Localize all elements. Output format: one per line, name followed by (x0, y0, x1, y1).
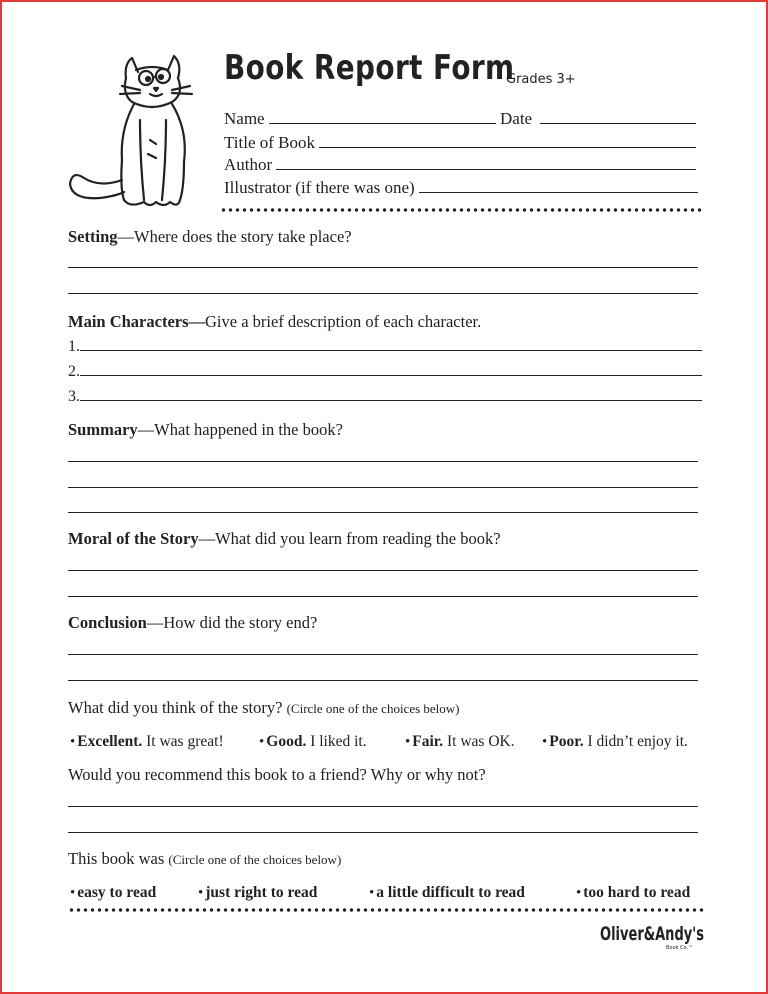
name-field[interactable] (224, 108, 496, 129)
recommend-line-2[interactable] (68, 832, 698, 833)
difficulty-question (68, 849, 341, 869)
difficulty-choice-just-right[interactable] (198, 884, 317, 902)
difficulty-choice-easy[interactable] (70, 884, 156, 902)
opinion-choice-fair[interactable] (405, 733, 515, 751)
opinion-choice-text: I didn’t enjoy it. (587, 733, 688, 750)
recommend-prompt: Would you recommend this book to a friend? Why or why not? (68, 765, 486, 784)
opinion-choice-bold: Good. (266, 733, 307, 750)
date-label: Date (500, 109, 533, 128)
characters-label: Main Characters— (68, 312, 206, 331)
date-line[interactable] (540, 108, 696, 124)
summary-prompt: —What happened in the book? (137, 420, 343, 439)
recommend-question (68, 765, 486, 785)
character-blank-3[interactable] (80, 386, 702, 401)
setting-question (68, 227, 352, 247)
difficulty-choice-little-difficult[interactable] (369, 884, 525, 902)
name-label: Name (224, 109, 265, 128)
character-number-2: 2. (68, 363, 80, 380)
difficulty-prompt: This book was (68, 849, 165, 868)
illustrator-line[interactable] (419, 177, 698, 193)
characters-prompt: Give a brief description of each character. (205, 312, 482, 331)
character-line-1[interactable] (68, 336, 702, 356)
conclusion-label: Conclusion (68, 613, 147, 632)
author-field[interactable] (224, 154, 696, 175)
author-line[interactable] (276, 154, 696, 170)
moral-line-2[interactable] (68, 596, 698, 597)
character-number-1: 1. (68, 338, 80, 355)
conclusion-line-2[interactable] (68, 680, 698, 681)
opinion-choice-bold: Excellent. (77, 733, 143, 750)
setting-prompt: —Where does the story take place? (117, 227, 352, 246)
grades-label: Grades 3+ (506, 72, 576, 87)
title-of-book-field[interactable] (224, 132, 696, 153)
logo-sub-text: Book Co.™ (666, 945, 694, 951)
moral-line-1[interactable] (68, 570, 698, 571)
opinion-prompt: What did you think of the story? (68, 698, 283, 717)
bullet-icon: • (70, 734, 76, 750)
characters-question (68, 312, 481, 332)
logo-main-text: Oliver&Andy's (600, 923, 704, 945)
bullet-icon: • (405, 734, 411, 750)
illustrator-label: Illustrator (if there was one) (224, 178, 415, 197)
character-number-3: 3. (68, 388, 80, 405)
author-label: Author (224, 155, 273, 174)
bullet-icon: • (259, 734, 265, 750)
moral-question (68, 529, 501, 549)
opinion-choice-bold: Poor. (549, 733, 584, 750)
setting-line-2[interactable] (68, 293, 698, 294)
difficulty-choice-text: a little difficult to read (376, 884, 525, 901)
name-line[interactable] (269, 108, 496, 124)
summary-label: Summary (68, 420, 138, 439)
difficulty-choice-text: easy to read (77, 884, 157, 901)
bullet-icon: • (70, 885, 76, 901)
summary-line-3[interactable] (68, 512, 698, 513)
summary-question (68, 420, 343, 440)
illustrator-field[interactable] (224, 177, 698, 198)
difficulty-choice-too-hard[interactable] (576, 884, 690, 902)
conclusion-line-1[interactable] (68, 654, 698, 655)
bullet-icon: • (198, 885, 204, 901)
title-of-book-line[interactable] (319, 132, 696, 148)
conclusion-question (68, 613, 317, 633)
difficulty-note: (Circle one of the choices below) (168, 852, 342, 867)
setting-label: Setting (68, 227, 118, 246)
opinion-choice-bold: Fair. (412, 733, 444, 750)
opinion-choice-poor[interactable] (542, 733, 688, 751)
bullet-icon: • (542, 734, 548, 750)
setting-line-1[interactable] (68, 267, 698, 268)
opinion-choice-text: I liked it. (310, 733, 367, 750)
difficulty-choice-text: too hard to read (583, 884, 691, 901)
character-blank-1[interactable] (80, 336, 702, 351)
summary-line-1[interactable] (68, 461, 698, 462)
opinion-choice-text: It was great! (146, 733, 224, 750)
conclusion-prompt: —How did the story end? (146, 613, 318, 632)
character-line-2[interactable] (68, 361, 702, 381)
cat-illustration (60, 50, 200, 220)
bullet-icon: • (369, 885, 375, 901)
dotted-divider-top (220, 208, 704, 212)
page-title: Book Report Form (224, 48, 515, 88)
opinion-choice-good[interactable] (259, 733, 367, 751)
oliver-andys-logo (600, 912, 704, 952)
opinion-note: (Circle one of the choices below) (286, 701, 460, 716)
opinion-choice-excellent[interactable] (70, 733, 224, 751)
character-blank-2[interactable] (80, 361, 702, 376)
opinion-question (68, 698, 460, 718)
title-of-book-label: Title of Book (224, 133, 316, 152)
moral-label: Moral of the Story (68, 529, 199, 548)
character-line-3[interactable] (68, 386, 702, 406)
summary-line-2[interactable] (68, 487, 698, 488)
moral-prompt: —What did you learn from reading the book? (198, 529, 501, 548)
bullet-icon: • (576, 885, 582, 901)
date-field[interactable] (500, 108, 696, 129)
opinion-choice-text: It was OK. (447, 733, 515, 750)
header (224, 48, 578, 88)
recommend-line-1[interactable] (68, 806, 698, 807)
difficulty-choice-text: just right to read (205, 884, 318, 901)
